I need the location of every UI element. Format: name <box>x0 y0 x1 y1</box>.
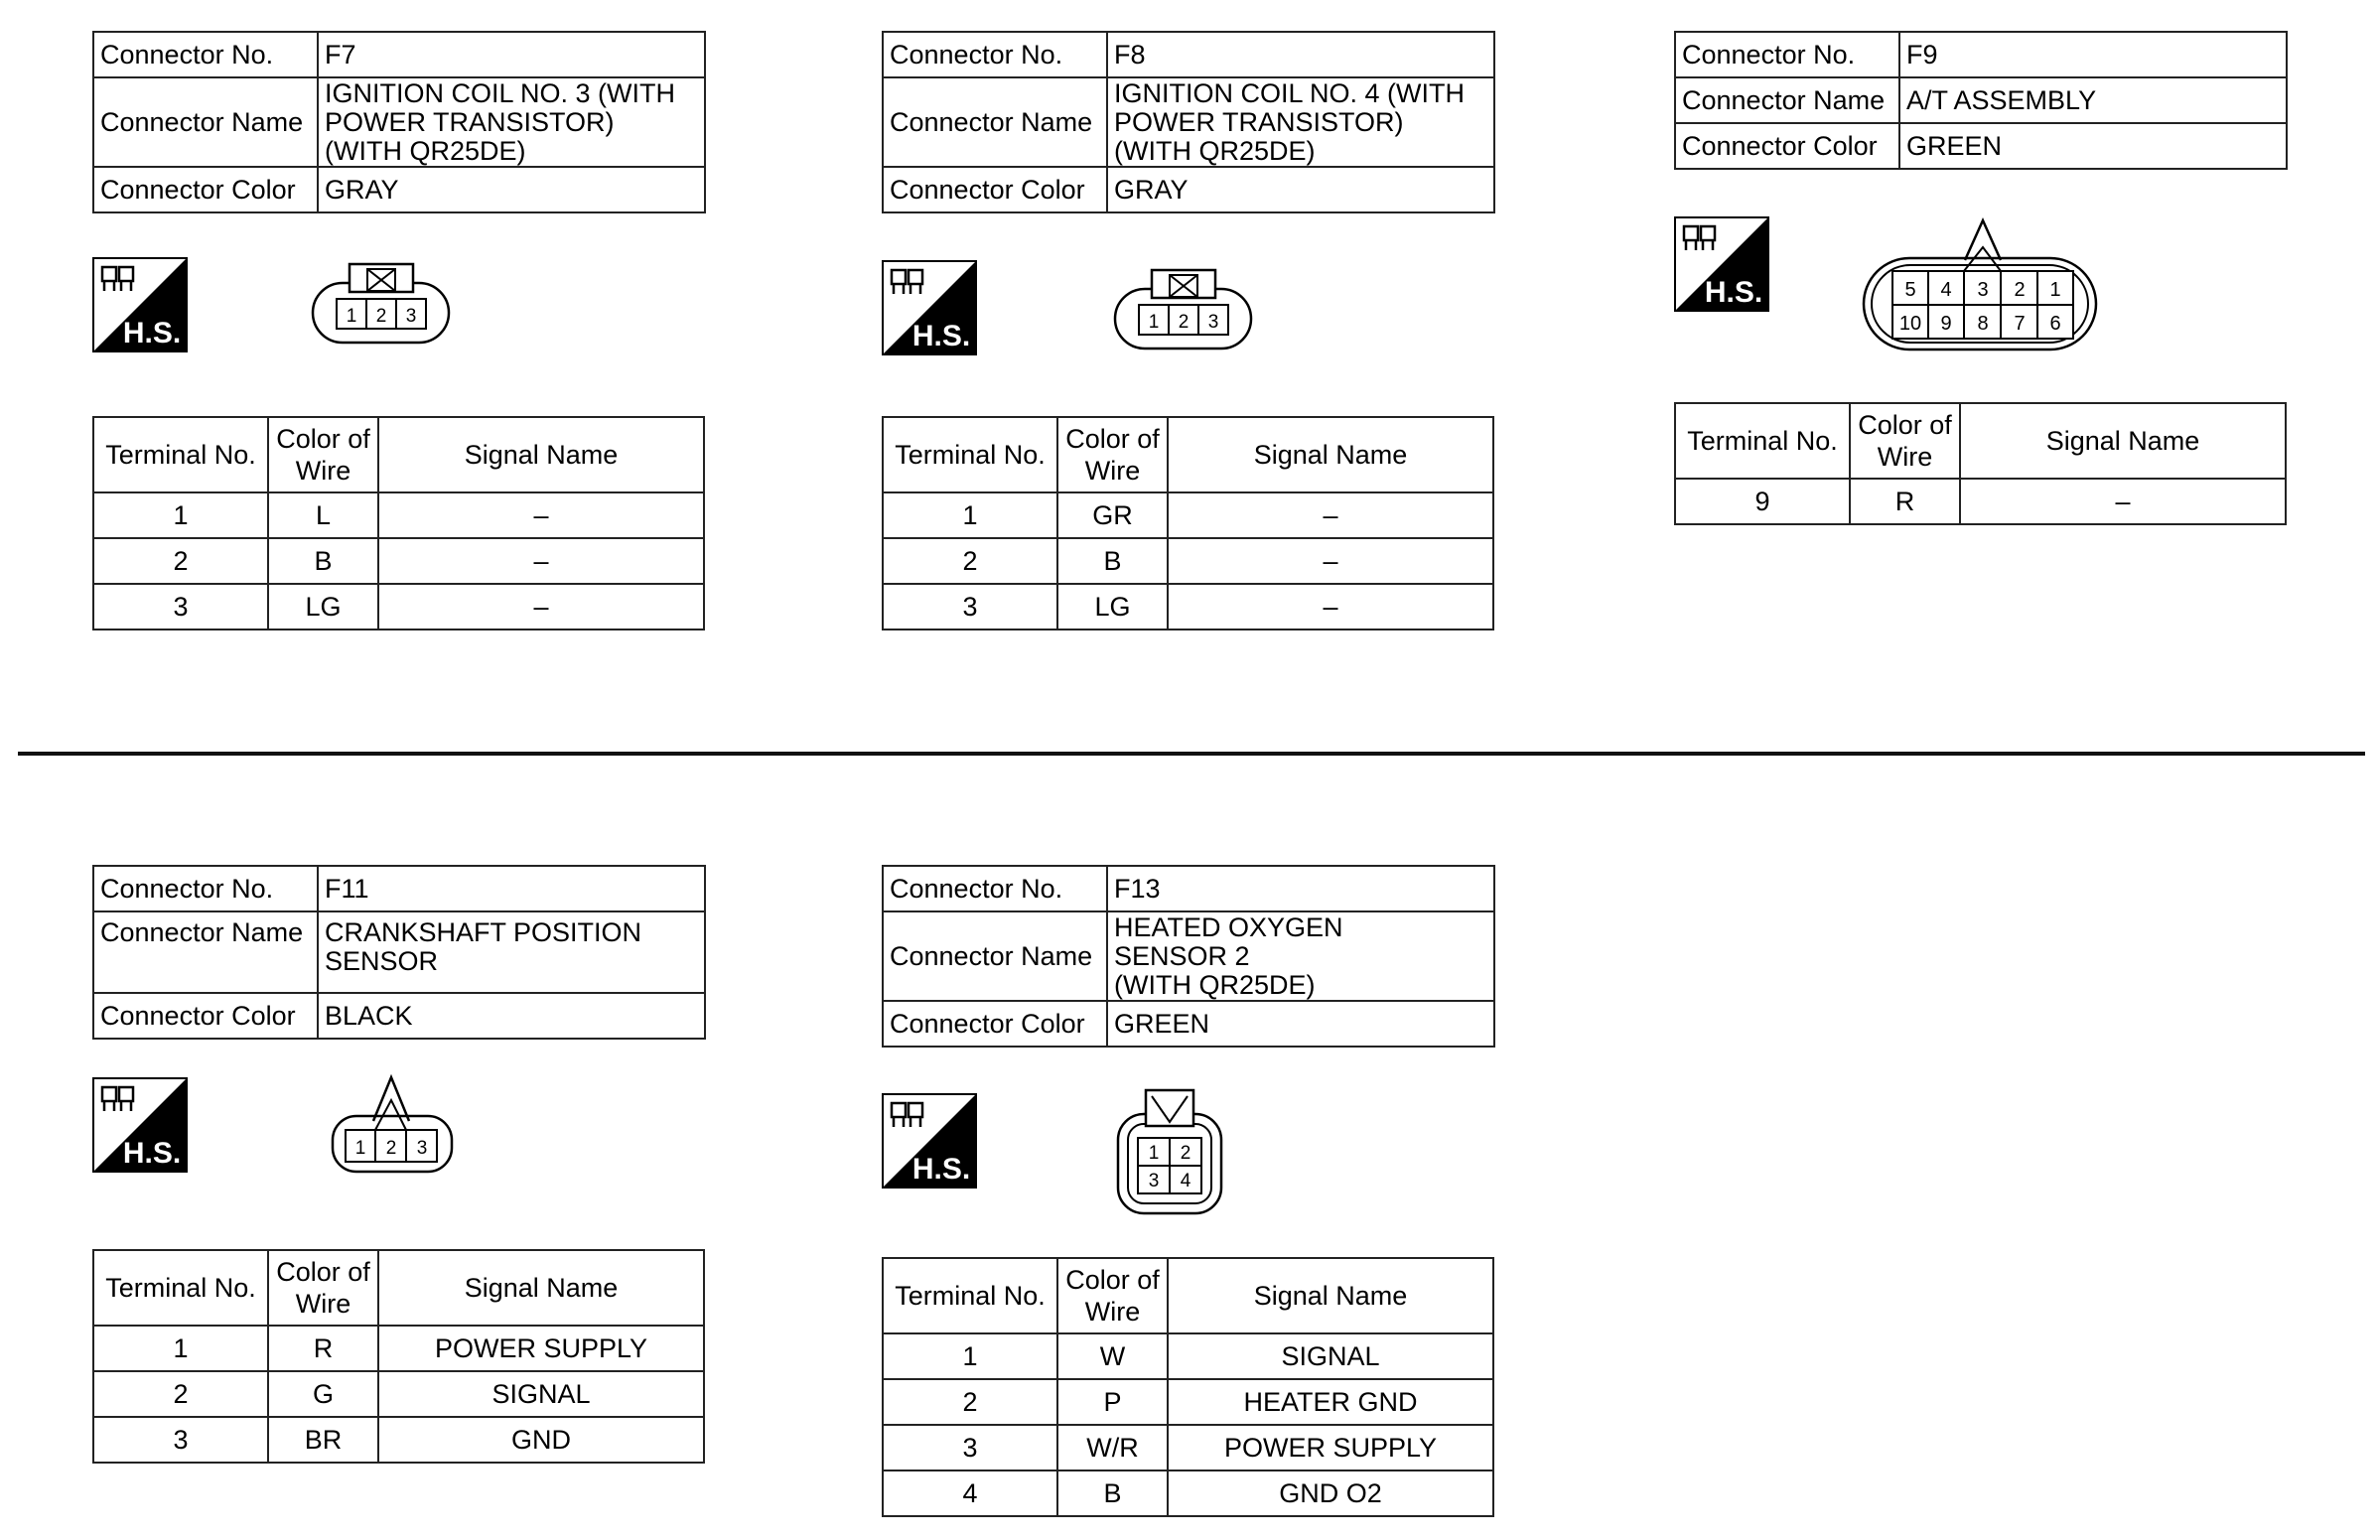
f13-connector-face-icon <box>1114 1086 1225 1217</box>
pin-label: 1 <box>2049 279 2061 301</box>
pin-label: 7 <box>2014 313 2026 335</box>
connector-no-label: Connector No. <box>1675 32 1899 77</box>
pin-label: 3 <box>405 306 417 327</box>
f7-connector-face-icon <box>310 261 453 347</box>
pin-label: 3 <box>1977 279 1989 301</box>
connector-color-label: Connector Color <box>883 167 1107 212</box>
signal-name-header: Signal Name <box>1960 403 2286 479</box>
table-row: 1 R POWER SUPPLY <box>93 1326 704 1371</box>
wire-color-header: Color of Wire <box>1850 403 1960 479</box>
harness-side-icon <box>882 1093 977 1189</box>
terminal-no-header: Terminal No. <box>1675 403 1850 479</box>
connector-color-label: Connector Color <box>1675 123 1899 169</box>
connector-color-label: Connector Color <box>883 1001 1107 1047</box>
table-row: 2 B – <box>883 538 1493 584</box>
pin-label: 10 <box>1898 313 1922 335</box>
connector-name-label: Connector Name <box>93 911 318 993</box>
connector-f9-terminals <box>1674 402 2287 525</box>
f9-connector-face-icon <box>1861 214 2101 355</box>
table-row: 3 W/R POWER SUPPLY <box>883 1425 1493 1470</box>
table-row: 3 LG – <box>883 584 1493 630</box>
table-row: 9 R – <box>1675 479 2286 524</box>
section-divider <box>18 752 2365 756</box>
pin-label: 2 <box>385 1138 397 1159</box>
pin-label: 1 <box>1148 312 1160 333</box>
table-row: 3 BR GND <box>93 1417 704 1463</box>
pin-label: 1 <box>354 1138 366 1159</box>
wire-color-header: Color of Wire <box>1057 1258 1168 1333</box>
wire-color-header: Color of Wire <box>268 417 378 492</box>
connector-color-value: BLACK <box>318 993 705 1039</box>
pin-label: 1 <box>1148 1143 1160 1164</box>
terminal-no-header: Terminal No. <box>93 1250 268 1326</box>
table-row: 1 W SIGNAL <box>883 1333 1493 1379</box>
pin-label: 2 <box>1178 312 1190 333</box>
pin-label: 4 <box>1180 1171 1191 1191</box>
pin-label: 9 <box>1940 313 1952 335</box>
pin-label: 3 <box>1148 1171 1160 1191</box>
connector-f9-info <box>1674 31 2288 170</box>
pin-label: 6 <box>2049 313 2061 335</box>
pin-label: 2 <box>375 306 387 327</box>
pin-label: 3 <box>416 1138 428 1159</box>
connector-f11-terminals <box>92 1249 705 1464</box>
pin-label: 4 <box>1940 279 1952 301</box>
connector-no-value: F8 <box>1107 32 1494 77</box>
signal-name-header: Signal Name <box>1168 417 1493 492</box>
signal-name-header: Signal Name <box>378 1250 704 1326</box>
harness-side-icon <box>92 257 188 352</box>
terminal-no-header: Terminal No. <box>93 417 268 492</box>
connector-f11-info <box>92 865 706 1040</box>
connector-f13-info <box>882 865 1495 1048</box>
terminal-no-header: Terminal No. <box>883 1258 1057 1333</box>
connector-color-label: Connector Color <box>93 993 318 1039</box>
table-row: 3 LG – <box>93 584 704 630</box>
pin-label: 5 <box>1904 279 1916 301</box>
table-row: 1 GR – <box>883 492 1493 538</box>
signal-name-header: Signal Name <box>378 417 704 492</box>
connector-f13-terminals <box>882 1257 1494 1517</box>
connector-name-label: Connector Name <box>883 911 1107 1001</box>
harness-side-icon <box>1674 216 1769 312</box>
connector-color-value: GREEN <box>1899 123 2287 169</box>
connector-name-value: CRANKSHAFT POSITION SENSOR <box>318 911 705 993</box>
connector-no-value: F11 <box>318 866 705 911</box>
svg-text:H.S.: H.S. <box>911 320 971 352</box>
harness-side-icon <box>882 260 977 355</box>
connector-no-value: F9 <box>1899 32 2287 77</box>
f11-connector-face-icon <box>330 1072 457 1178</box>
connector-f7-info <box>92 31 706 213</box>
connector-f8-terminals <box>882 416 1494 630</box>
connector-name-label: Connector Name <box>1675 77 1899 123</box>
harness-side-icon <box>92 1077 188 1173</box>
svg-text:H.S.: H.S. <box>122 1137 182 1170</box>
signal-name-header: Signal Name <box>1168 1258 1493 1333</box>
connector-f8-info <box>882 31 1495 213</box>
table-row: 2 P HEATER GND <box>883 1379 1493 1425</box>
wire-color-header: Color of Wire <box>1057 417 1168 492</box>
f8-connector-face-icon <box>1112 267 1255 352</box>
connector-name-value: A/T ASSEMBLY <box>1899 77 2287 123</box>
wire-color-header: Color of Wire <box>268 1250 378 1326</box>
pin-label: 8 <box>1977 313 1989 335</box>
svg-text:H.S.: H.S. <box>911 1153 971 1186</box>
connector-name-label: Connector Name <box>93 77 318 167</box>
connector-color-label: Connector Color <box>93 167 318 212</box>
connector-no-label: Connector No. <box>883 32 1107 77</box>
table-row: 1 L – <box>93 492 704 538</box>
connector-name-value: IGNITION COIL NO. 3 (WITH POWER TRANSISTOR) (WITH QR25DE) <box>318 77 705 167</box>
terminal-no-header: Terminal No. <box>883 417 1057 492</box>
svg-text:H.S.: H.S. <box>122 317 182 350</box>
svg-text:H.S.: H.S. <box>1704 276 1763 309</box>
connector-name-label: Connector Name <box>883 77 1107 167</box>
pin-label: 1 <box>346 306 357 327</box>
connector-color-value: GRAY <box>318 167 705 212</box>
connector-name-value: IGNITION COIL NO. 4 (WITH POWER TRANSISTOR) (WITH QR25DE) <box>1107 77 1494 167</box>
connector-no-label: Connector No. <box>93 32 318 77</box>
pin-label: 2 <box>1180 1143 1191 1164</box>
connector-color-value: GRAY <box>1107 167 1494 212</box>
connector-name-value: HEATED OXYGEN SENSOR 2 (WITH QR25DE) <box>1107 911 1494 1001</box>
table-row: 4 B GND O2 <box>883 1470 1493 1516</box>
table-row: 2 B – <box>93 538 704 584</box>
connector-f7-terminals <box>92 416 705 630</box>
connector-no-value: F13 <box>1107 866 1494 911</box>
connector-no-label: Connector No. <box>883 866 1107 911</box>
connector-no-label: Connector No. <box>93 866 318 911</box>
connector-no-value: F7 <box>318 32 705 77</box>
pin-label: 3 <box>1207 312 1219 333</box>
connector-color-value: GREEN <box>1107 1001 1494 1047</box>
table-row: 2 G SIGNAL <box>93 1371 704 1417</box>
pin-label: 2 <box>2014 279 2026 301</box>
